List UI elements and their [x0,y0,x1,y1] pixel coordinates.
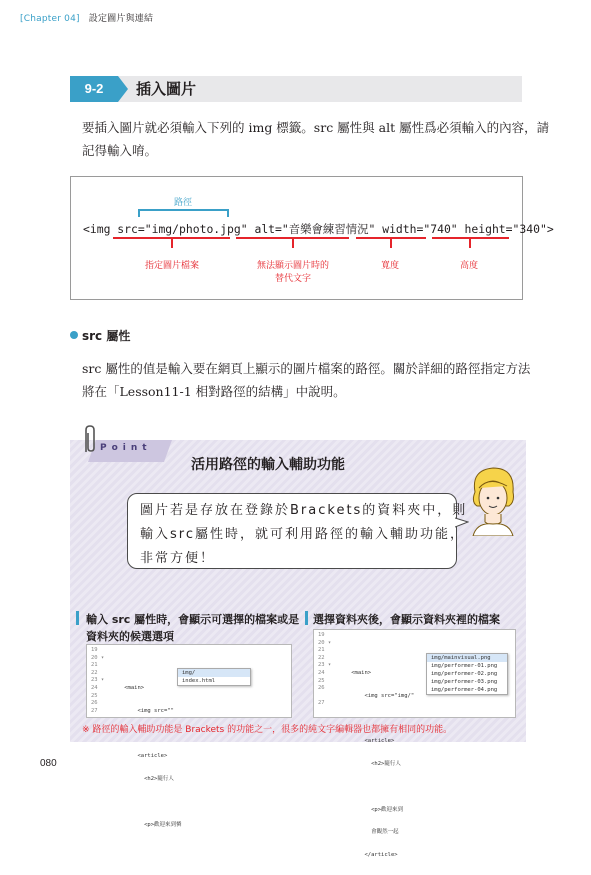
subsection-line: 將在「Lesson11-1 相對路徑的結構」中說明。 [82,384,346,399]
section-title: 插入圖片 [136,80,197,98]
alt-pointer [292,239,294,248]
code-line: </article> [338,852,398,859]
code-line: <img src="" [111,707,174,714]
code-src: src="img/photo.jpg" [117,222,248,236]
path-bracket [138,209,228,211]
right-caption: 選擇資料夾後，會顯示資料夾裡的檔案 [313,613,500,626]
line-number: 26 [318,685,325,692]
path-label: 路徑 [174,198,193,208]
autocomplete-item[interactable]: img/performer-04.png [431,687,498,693]
point-tab-label: Point [100,443,152,453]
intro-line: 記得輸入唷。 [82,143,158,158]
code-line: <article> [111,753,168,760]
code-width: width="740" [382,222,458,236]
code-line: <img src="img/" [338,692,415,699]
img-tag-code [83,221,554,237]
code-close: > [546,222,554,236]
line-numbers [91,647,104,715]
line-number: 22 [318,654,325,661]
code-alt: alt="音樂會練習情況" [254,222,376,236]
height-pointer [469,239,471,248]
code-line: 會觀然一起 [338,829,399,836]
chapter-title: 設定圖片與連結 [88,14,154,24]
right-editor-screenshot [313,629,516,859]
code-line [111,662,182,670]
line-number: 23 ▾ [318,662,332,669]
code-height: height="340" [464,222,547,236]
height-annotation: 高度 [460,261,479,271]
path-bracket-right [227,209,229,217]
width-pointer [390,239,392,248]
speech-line: 輸入src屬性時，就可利用路徑的輸入輔助功能， [140,527,465,542]
code-line [338,647,414,655]
autocomplete-popup [426,653,508,695]
code-line: <p>歡迎來到 [338,806,404,813]
left-caption-line: 資料夾的候選選項 [86,630,174,643]
bullet-icon [70,331,78,339]
line-number: 24 [318,669,325,676]
autocomplete-popup [177,668,251,686]
code-lines [338,632,414,875]
line-number: 26 [91,700,98,707]
line-number: 27 [91,707,98,714]
code-line: <main> [338,669,372,676]
alt-annotation [257,258,329,284]
code-space [458,222,465,236]
page-number: 080 [40,758,57,769]
line-number: 23 ▾ [91,677,105,684]
autocomplete-item[interactable]: img/performer-02.png [431,671,498,677]
character-illustration [463,462,523,536]
paperclip-icon [80,424,102,456]
line-number: 21 [91,662,98,669]
point-note: ※ 路徑的輸入輔助功能是 Brackets 的功能之一，很多的純文字編輯器也都擁有相同的功能。 [82,725,453,735]
line-number: 21 [318,647,325,654]
line-number: 27 [318,700,325,707]
intro-paragraph [82,116,549,162]
subsection-paragraph [82,357,530,403]
subsection-line: src 屬性的值是輸入要在網頁上顯示的圖片檔案的路徑。關於詳細的路徑指定方法 [82,361,531,376]
code-line [111,799,182,807]
line-number [318,693,331,701]
path-bracket-left [138,209,140,217]
speech-line: 圖片若是存放在登錄於Brackets的資料夾中，則 [140,503,468,518]
left-caption [86,611,299,645]
width-annotation: 寬度 [381,261,400,271]
code-line: <h2>隨行人 [111,776,174,783]
caption-marker [305,611,308,625]
chapter-header [20,11,153,24]
subsection-title: src 屬性 [82,329,131,343]
autocomplete-item[interactable]: img/performer-01.png [431,663,498,669]
alt-annotation-line: 無法顯示圖片時的 [257,261,330,271]
code-line [338,784,414,792]
section-number: 9-2 [70,76,118,102]
code-line: <p>歡迎來到憐 [111,821,182,828]
caption-marker [76,611,79,625]
autocomplete-item[interactable]: img/ [178,669,250,677]
alt-annotation-line: 替代文字 [274,274,311,284]
height-underline [432,237,509,239]
left-caption-line: 輸入 src 屬性時，會顯示可選擇的檔案或是 [86,613,300,626]
autocomplete-item[interactable]: img/performer-03.png [431,679,498,685]
section-arrow-icon [118,76,128,102]
line-number: 19 [318,632,325,638]
src-pointer [171,239,173,248]
code-lines [111,647,182,844]
line-number: 22 [91,669,98,676]
src-annotation: 指定圖片檔案 [145,261,200,271]
speech-text [140,499,467,571]
code-line: <main> [111,684,145,691]
chapter-number: [Chapter 04] [20,14,80,24]
point-title: 活用路徑的輸入輔助功能 [191,457,345,473]
line-number: 25 [318,677,325,684]
code-line: <article> [338,738,395,745]
intro-line: 要插入圖片就必須輸入下列的 img 標籤。src 屬性與 alt 屬性爲必須輸入的內容，請 [82,120,550,135]
code-line: <h2>隨行人 [338,761,401,768]
line-number: 19 [91,647,98,653]
line-number: 25 [91,692,98,699]
autocomplete-item[interactable]: index.html [182,678,216,684]
autocomplete-item[interactable]: img/mainvisual.png [427,654,507,662]
line-number: 20 ▾ [318,639,332,646]
line-numbers [318,632,331,708]
line-number: 24 [91,684,98,691]
line-number: 20 ▾ [91,654,105,661]
code-open: <img [83,222,118,236]
speech-line: 非常方便！ [140,551,216,566]
